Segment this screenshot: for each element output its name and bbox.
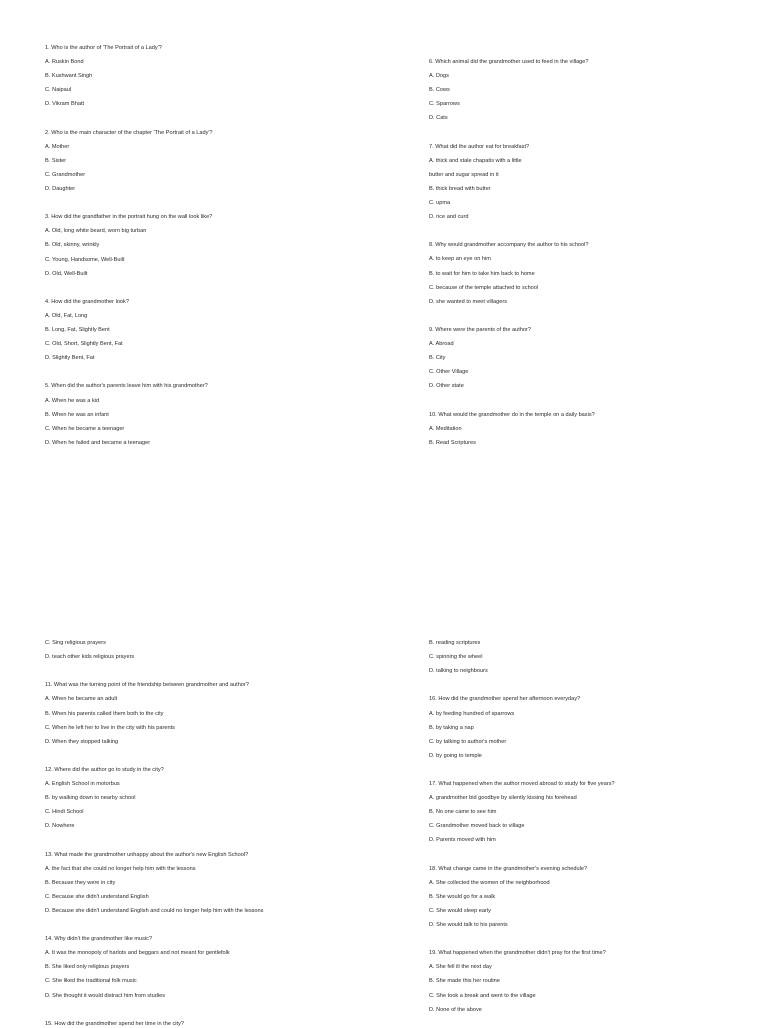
answer-option: C. by talking to author's mother	[429, 738, 507, 745]
answer-option: B. thick bread with butter	[429, 185, 491, 192]
answer-option: A. the fact that she could no longer help him with the lessons	[45, 865, 196, 872]
answer-option: C. Sing religious prayers	[45, 640, 106, 646]
answer-option: B. by taking a nap	[429, 724, 474, 731]
answer-option: C. Young, Handsome, Well-Built	[45, 256, 125, 263]
answer-option: C. Old, Short, Slightly Bent, Fat	[45, 341, 123, 348]
answer-option: C. Grandmother	[45, 171, 86, 178]
answer-option: A. Meditation	[429, 425, 462, 432]
answer-option: C. Naipaul	[45, 87, 72, 94]
answer-option: D. Vikram Bhatt	[45, 101, 85, 108]
answer-option: C. Sparrows	[429, 101, 460, 108]
question-text: 15. How did the grandmother spend her time in the city?	[45, 1020, 184, 1027]
answer-option: A. She collected the women of the neighborhood	[429, 879, 550, 886]
answer-option: D. Parents moved with him	[429, 837, 496, 844]
question-text: 7. What did the author eat for breakfast?	[429, 143, 530, 150]
answer-option: D. Daughter	[45, 186, 76, 192]
answer-option: C. upma	[429, 200, 451, 206]
question-text: 9. Where were the parents of the author?	[429, 326, 531, 333]
question-text: 8. Why would grandmother accompany the author to his school?	[429, 242, 589, 249]
answer-option: A. Mother	[45, 143, 70, 150]
question-text: 12. Where did the author go to study in the city?	[45, 766, 164, 773]
answer-option: B. reading scriptures	[429, 640, 481, 646]
answer-option: C. When he became a teenager	[45, 425, 125, 432]
answer-option: butter and sugar spread in it	[429, 171, 499, 178]
answer-option: D. None of the above	[429, 1006, 482, 1013]
answer-option: B. Kushwant Singh	[45, 73, 93, 80]
answer-option: C. She liked the traditional folk music	[45, 978, 137, 985]
answer-option: B. City	[429, 355, 446, 362]
question-text: 11. What was the turning point of the friendship between grandmother and author?	[45, 682, 249, 689]
answer-option: A. When he was a kid	[45, 397, 100, 404]
answer-option: D. by going to temple	[429, 752, 482, 759]
answer-option: B. Old, skinny, wrinkly	[45, 242, 100, 249]
question-text: 3. How did the grandfather in the portrait hung on the wall look like?	[45, 214, 213, 221]
answer-option: B. Sister	[45, 157, 67, 164]
answer-option: A. When he became an adult	[45, 696, 118, 703]
answer-option: B. When his parents called them both to the city	[45, 710, 164, 717]
answer-option: B. to wait for him to take him back to home	[429, 270, 535, 277]
answer-option: D. she wanted to meet villagers	[429, 298, 508, 305]
answer-option: D. She thought it would distract him from studies	[45, 992, 166, 999]
answer-option: C. Hindi School	[45, 809, 84, 816]
answer-option: B. Read Scriptures	[429, 439, 476, 446]
answer-option: C. When he left her to live in the city with his parents	[45, 724, 175, 731]
answer-option: A. by feeding hundred of sparrows	[429, 710, 515, 717]
question-text: 2. Who is the main character of the chapter 'The Portrait of a Lady'?	[45, 129, 213, 136]
answer-option: A. thick and stale chapatis with a little	[429, 157, 522, 164]
answer-option: D. rice and curd	[429, 214, 469, 221]
answer-option: B. No one came to see him	[429, 809, 497, 816]
answer-option: C. Grandmother moved back to village	[429, 823, 525, 830]
answer-option: D. teach other kids religious prayers	[45, 654, 135, 661]
question-text: 6. Which animal did the grandmother used to feed in the village?	[429, 59, 589, 65]
answer-option: B. Because they were in city	[45, 879, 116, 886]
answer-option: B. She would go for a walk	[429, 893, 496, 900]
answer-option: B. Cows	[429, 87, 450, 94]
answer-option: D. Other state	[429, 383, 464, 390]
answer-option: B. She liked only religious prayers	[45, 964, 130, 971]
answer-option: A. English School in motorbus	[45, 781, 120, 787]
question-text: 1. Who is the author of 'The Portrait of a Lady'?	[45, 45, 162, 51]
question-text: 16. How did the grandmother spend her afternoon everyday?	[429, 696, 581, 703]
answer-option: D. talking to neighbours	[429, 668, 488, 675]
question-text: 4. How did the grandmother look?	[45, 298, 129, 305]
question-text: 14. Why didn't the grandmother like music?	[45, 936, 153, 943]
answer-option: D. Slightly Bent, Fat	[45, 355, 95, 362]
answer-option: D. Nowhere	[45, 823, 75, 830]
answer-option: C. Other Village	[429, 369, 469, 376]
question-text: 19. What happened when the grandmother didn't pray for the first time?	[429, 950, 606, 957]
answer-option: D. When he failed and became a teenager	[45, 439, 151, 446]
answer-option: A. Old, long white beard, worn big turban	[45, 228, 147, 235]
answer-option: A. Ruskin Bond	[45, 59, 84, 66]
answer-option: B. She made this her routine	[429, 978, 500, 985]
answer-option: C. She took a break and went to the village	[429, 992, 536, 999]
question-text: 5. When did the author's parents leave him with his grandmother?	[45, 383, 208, 390]
answer-option: B. Long, Fat, Slightly Bent	[45, 327, 110, 333]
answer-option: D. When they stopped talking	[45, 738, 119, 745]
question-text: 13. What made the grandmother unhappy about the author's new English School?	[45, 851, 249, 858]
question-text: 10. What would the grandmother do in the temple on a daily basis?	[429, 411, 595, 418]
answer-option: A. Old, Fat, Long	[45, 312, 88, 319]
answer-option: A. Abroad	[429, 341, 454, 347]
answer-option: A. She fell ill the next day	[429, 964, 492, 971]
answer-option: C. because of the temple attached to school	[429, 284, 539, 291]
question-text: 17. What happened when the author moved abroad to study for five years?	[429, 781, 615, 787]
answer-option: A. to keep an eye on him	[429, 256, 491, 263]
answer-option: D. She would talk to his parents	[429, 922, 508, 928]
answer-option: C. She would sleep early	[429, 907, 491, 914]
answer-option: D. Cats	[429, 115, 448, 122]
answer-option: A. It was the monopoly of harlots and beggars and not meant for gentlefolk	[45, 950, 230, 957]
answer-option: D. Because she didn't understand English and could no longer help him with the lessons	[45, 907, 264, 914]
answer-option: D. Old, Well-Built	[45, 270, 88, 277]
answer-option: A. grandmother bid goodbye by silently kissing his forehead	[429, 795, 577, 802]
answer-option: B. by walking down to nearby school	[45, 795, 136, 802]
answer-option: C. spinning the wheel	[429, 654, 483, 661]
answer-option: B. When he was an infant	[45, 411, 109, 418]
question-text: 18. What change came in the grandmother's evening schedule?	[429, 865, 588, 872]
answer-option: C. Because she didn't understand English	[45, 893, 149, 900]
answer-option: A. Dogs	[429, 73, 449, 80]
